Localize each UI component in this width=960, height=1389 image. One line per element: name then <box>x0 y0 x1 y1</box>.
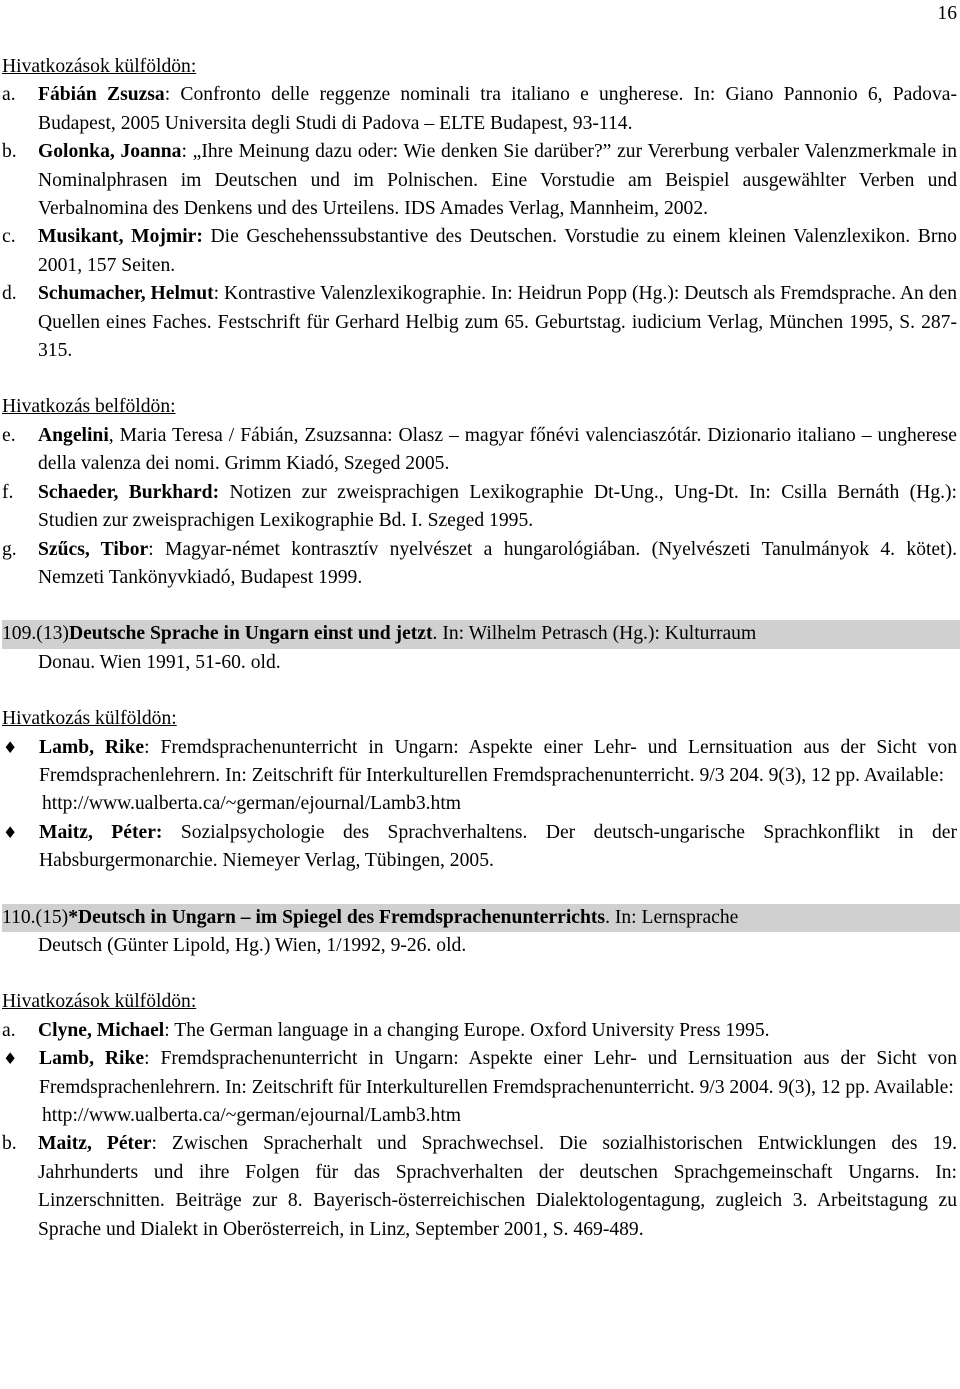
reference-details: : Magyar-német kontrasztív nyelvészet a hungarológiában. (Nyelvészeti Tanulmányok 4. kötet). Nemzeti Tankönyvkiadó, Budapest 1999. <box>38 538 957 588</box>
reference-details: : Confronto delle reggenze nominali tra italiano e ungherese. In: Giano Pannonio 6, Padova-Budapest, 2005 Universita degli Studi di Padova – ELTE Budapest, 93-114. <box>38 84 957 134</box>
reference-entry <box>2 734 957 819</box>
entry-marker: f. <box>2 481 14 503</box>
reference-details: : Fremdsprachenunterricht in Ungarn: Aspekte einer Lehr- und Lernsituation aus der Sicht von Fremdsprachenlehrern. In: Zeitschrift für Interkulturellen Fremdsprachenunterricht. 9/3 204. 9(3), 12 pp. Available: <box>39 736 957 786</box>
reference-details: Die Geschehenssubstantive des Deutschen. Vorstudie zu einem kleinen Valenzlexikon. Brno 2001, 157 Seiten. <box>38 226 957 276</box>
reference-entry <box>2 1017 957 1045</box>
reference-author: Maitz, Péter: <box>39 821 163 843</box>
reference-text <box>38 1017 957 1045</box>
reference-author: Schaeder, Burkhard: <box>38 481 220 503</box>
reference-entry <box>2 280 957 365</box>
section-heading: Hivatkozás külföldön: <box>2 708 177 730</box>
reference-text <box>39 734 957 819</box>
reference-author: Musikant, Mojmir: <box>38 226 203 248</box>
reference-entry <box>2 422 957 479</box>
reference-entry <box>2 1045 957 1130</box>
publication-title: *Deutsch in Ungarn – im Spiegel des Fremdsprachenunterrichts <box>68 906 606 928</box>
entry-marker: b. <box>2 1133 17 1155</box>
diamond-bullet-icon: ♦ <box>3 737 18 757</box>
reference-text <box>38 536 957 593</box>
entry-marker: e. <box>2 424 16 446</box>
entry-marker: d. <box>2 283 17 305</box>
reference-url: http://www.ualberta.ca/~german/ejournal/Lamb3.htm <box>42 793 462 815</box>
publication-details: . In: Wilhelm Petrasch (Hg.): Kulturraum <box>432 623 757 645</box>
reference-text <box>38 479 957 536</box>
reference-author: Clyne, Michael <box>38 1019 165 1041</box>
diamond-bullet-icon: ♦ <box>3 822 18 842</box>
reference-details: : Kontrastive Valenzlexikographie. In: Heidrun Popp (Hg.): Deutsch als Fremdsprache. An den Quellen eines Faches. Festschrift für Gerhard Helbig zum 65. Geburtstag. iudicium Verlag, München 1995, S. 287-315. <box>38 283 957 362</box>
entry-marker: b. <box>2 141 17 163</box>
reference-author: Angelini <box>38 424 109 446</box>
reference-author: Lamb, Rike <box>39 1048 145 1070</box>
reference-details: Notizen zur zweisprachigen Lexikographie Dt-Ung., Ung-Dt. In: Csilla Bernáth (Hg.): Studien zur zweisprachigen Lexikographie Bd. I. Szeged 1995. <box>38 481 957 532</box>
publication-number: 109.(13) <box>2 623 69 645</box>
reference-entry <box>2 479 957 536</box>
document-body <box>2 53 957 1244</box>
reference-entry <box>2 536 957 593</box>
reference-author: Lamb, Rike <box>39 736 145 758</box>
publication-text <box>68 904 738 932</box>
reference-text <box>39 819 957 876</box>
section-heading: Hivatkozások külföldön: <box>2 991 197 1013</box>
entry-marker: g. <box>2 538 17 560</box>
publication-text <box>69 620 756 648</box>
reference-text <box>38 138 957 223</box>
reference-author: Szűcs, Tibor <box>38 538 149 560</box>
reference-entry <box>2 81 957 138</box>
section-heading: Hivatkozás belföldön: <box>2 396 176 418</box>
publication-details-continued: Donau. Wien 1991, 51-60. old. <box>38 651 281 673</box>
publication-details-continued: Deutsch (Günter Lipold, Hg.) Wien, 1/1992, 9-26. old. <box>38 934 467 956</box>
reference-details: : The German language in a changing Europe. Oxford University Press 1995. <box>164 1019 770 1041</box>
reference-text <box>38 280 957 365</box>
reference-author: Fábián Zsuzsa <box>38 84 165 106</box>
entry-marker: a. <box>2 84 16 106</box>
reference-entry <box>2 819 957 876</box>
entry-marker: c. <box>2 226 16 248</box>
reference-details: : „Ihre Meinung dazu oder: Wie denken Sie darüber?” zur Vererbung verbaler Valenzmerkmale in Nominalphrasen im Deutschen und im Polnischen. Eine Vorstudie am Beispiel ausgewählter Verben und Verbalnomina des Denkens und des Urteilens. IDS Amades Verlag, Mannheim, 2002. <box>38 141 957 220</box>
publication-item-109 <box>2 620 960 648</box>
reference-author: Schumacher, Helmut <box>38 283 214 305</box>
reference-text <box>38 1130 957 1244</box>
section-heading: Hivatkozások külföldön: <box>2 56 197 77</box>
reference-entry <box>2 223 957 280</box>
reference-details: : Zwischen Spracherhalt und Sprachwechsel. Die sozialhistorischen Entwicklungen des 19. Jahrhunderts und ihre Folgen für das Sprachverhalten der deutschen Sprachgemeinschaft Ungarns. In: Linzerschnitten. Beiträge zur 8. Bayerisch-österreichischen Dialektologentagung, zugleich 3. Arbeitstagung zu Sprache und Dialekt in Oberösterreich, in Linz, September 2001, S. 469-489. <box>38 1133 958 1240</box>
reference-text <box>39 1045 957 1130</box>
reference-entry <box>2 138 957 223</box>
publication-item-110 <box>2 904 960 932</box>
reference-text <box>38 223 957 280</box>
page-number: 16 <box>937 3 957 24</box>
reference-entry <box>2 1130 957 1244</box>
publication-details: . In: Lernsprache <box>605 906 739 928</box>
reference-details: Sozialpsychologie des Sprachverhaltens. Der deutsch-ungarische Sprachkonflikt in der Habsburgermonarchie. Niemeyer Verlag, Tübingen, 2005. <box>39 821 957 872</box>
entry-marker: a. <box>2 1019 16 1041</box>
publication-title: Deutsche Sprache in Ungarn einst und jetzt <box>68 623 433 645</box>
reference-url: http://www.ualberta.ca/~german/ejournal/Lamb3.htm <box>42 1105 462 1126</box>
reference-author: Maitz, Péter <box>38 1133 152 1155</box>
reference-text <box>38 422 957 479</box>
diamond-bullet-icon: ♦ <box>3 1049 18 1069</box>
reference-author: Golonka, Joanna <box>38 141 182 163</box>
reference-text <box>38 81 957 138</box>
reference-details: , Maria Teresa / Fábián, Zsuzsanna: Olasz – magyar főnévi valenciaszótár. Dizionario italiano – ungherese della valenza dei nomi. Grimm Kiadó, Szeged 2005. <box>38 424 957 475</box>
reference-details: : Fremdsprachenunterricht in Ungarn: Aspekte einer Lehr- und Lernsituation aus der Sicht von Fremdsprachenlehrern. In: Zeitschrift für Interkulturellen Fremdsprachenunterricht. 9/3 2004. 9(3), 12 pp. Available: <box>39 1048 957 1098</box>
publication-number: 110.(15) <box>2 906 69 928</box>
